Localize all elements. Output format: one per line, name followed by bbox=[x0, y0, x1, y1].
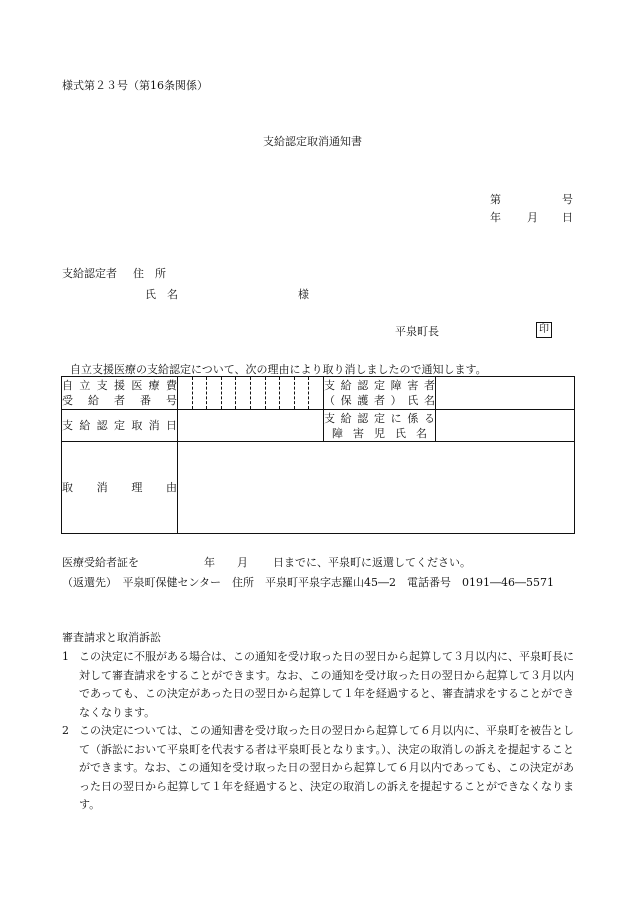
recipient-number-digit-cell[interactable] bbox=[266, 377, 281, 409]
reason-field[interactable] bbox=[178, 442, 575, 534]
appeal-item-number: 2 bbox=[62, 724, 69, 737]
recipient-number-digit-cell[interactable] bbox=[207, 377, 222, 409]
guardian-name-label bbox=[324, 377, 436, 410]
recipient-number-field[interactable] bbox=[178, 377, 324, 410]
recipient-number-digit-cell[interactable] bbox=[236, 377, 251, 409]
recipient-label: 支給認定者 bbox=[62, 267, 117, 280]
recipient-number-digit-cell[interactable] bbox=[178, 377, 193, 409]
guardian-name-field[interactable] bbox=[436, 377, 575, 410]
return-notice-month: 月 bbox=[237, 556, 248, 569]
seal-mark: 印 bbox=[536, 322, 552, 338]
recipient-number-digit-cells bbox=[178, 377, 323, 409]
recipient-number-label bbox=[62, 377, 178, 410]
appeal-item-1 bbox=[62, 648, 574, 722]
return-notice-rest: 日までに、平泉町に返還してください。 bbox=[273, 556, 471, 569]
cancellation-table bbox=[61, 376, 575, 534]
return-notice-year: 年 bbox=[204, 556, 215, 569]
date-year-label: 年 bbox=[490, 211, 501, 224]
recipient-number-digit-cell[interactable] bbox=[193, 377, 208, 409]
appeal-heading: 審査請求と取消訴訟 bbox=[62, 631, 161, 644]
child-name-field[interactable] bbox=[436, 410, 575, 442]
child-name-label bbox=[324, 410, 436, 442]
return-notice-prefix: 医療受給者証を bbox=[62, 556, 139, 569]
honorific: 様 bbox=[298, 288, 309, 301]
recipient-number-digit-cell[interactable] bbox=[280, 377, 295, 409]
cancel-date-label bbox=[62, 410, 178, 442]
doc-number-suffix: 号 bbox=[562, 193, 573, 206]
appeal-item-text: この決定に不服がある場合は、この通知を受け取った日の翌日から起算して３月以内に、平泉町長に対して審査請求をすることができます。なお、この通知を受け取った日の翌日から起算して３月以内であっても、この決定があった日の翌日から起算して１年を経過すると、審査請求をすることができなくなります。 bbox=[79, 650, 574, 719]
recipient-number-label-line2: 受給者番号 bbox=[62, 394, 177, 407]
guardian-name-label-line2: （保護者）氏名 bbox=[324, 394, 435, 407]
recipient-number-label-line1: 自立支援医療費 bbox=[62, 379, 177, 392]
cancel-date-field[interactable] bbox=[178, 410, 324, 442]
return-address: （返還先） 平泉町保健センター 住所 平泉町平泉字志羅山45―2 電話番号 0191―46―5571 bbox=[62, 576, 555, 589]
child-name-label-line2: 障害児氏名 bbox=[332, 426, 427, 440]
appeal-item-2 bbox=[62, 722, 574, 815]
address-label: 住 所 bbox=[133, 267, 166, 280]
recipient-number-digit-cell[interactable] bbox=[309, 377, 323, 409]
document-title: 支給認定取消通知書 bbox=[263, 135, 362, 148]
name-label: 氏 名 bbox=[145, 288, 178, 301]
recipient-number-digit-cell[interactable] bbox=[295, 377, 310, 409]
issuer-name: 平泉町長 bbox=[395, 325, 439, 338]
child-name-label-line1: 支給認定に係る bbox=[324, 411, 435, 425]
recipient-number-digit-cell[interactable] bbox=[222, 377, 237, 409]
reason-label bbox=[62, 442, 178, 534]
appeal-item-text: この決定については、この通知書を受け取った日の翌日から起算して６月以内に、平泉町を被告として（訴訟において平泉町を代表する者は平泉町長となります。）、決定の取消しの訴えを提起することができます。なお、この通知を受け取った日の翌日から起算して６月以内であっても、この決定があった日の翌日から起算して１年を経過すると、決定の取消しの訴えを提起することができなくなります。 bbox=[79, 724, 574, 811]
form-number: 様式第２３号（第16条関係） bbox=[62, 79, 208, 92]
recipient-number-digit-cell[interactable] bbox=[251, 377, 266, 409]
appeal-item-number: 1 bbox=[62, 650, 69, 663]
cancel-date-label-text: 支給認定取消日 bbox=[62, 419, 177, 432]
doc-number-prefix: 第 bbox=[490, 193, 501, 206]
date-day-label: 日 bbox=[562, 211, 573, 224]
intro-text: 自立支援医療の支給認定について、次の理由により取り消しましたので通知します。 bbox=[70, 363, 487, 376]
guardian-name-label-line1: 支給認定障害者 bbox=[324, 379, 435, 392]
reason-label-text: 取消理由 bbox=[62, 481, 177, 494]
date-month-label: 月 bbox=[527, 211, 538, 224]
